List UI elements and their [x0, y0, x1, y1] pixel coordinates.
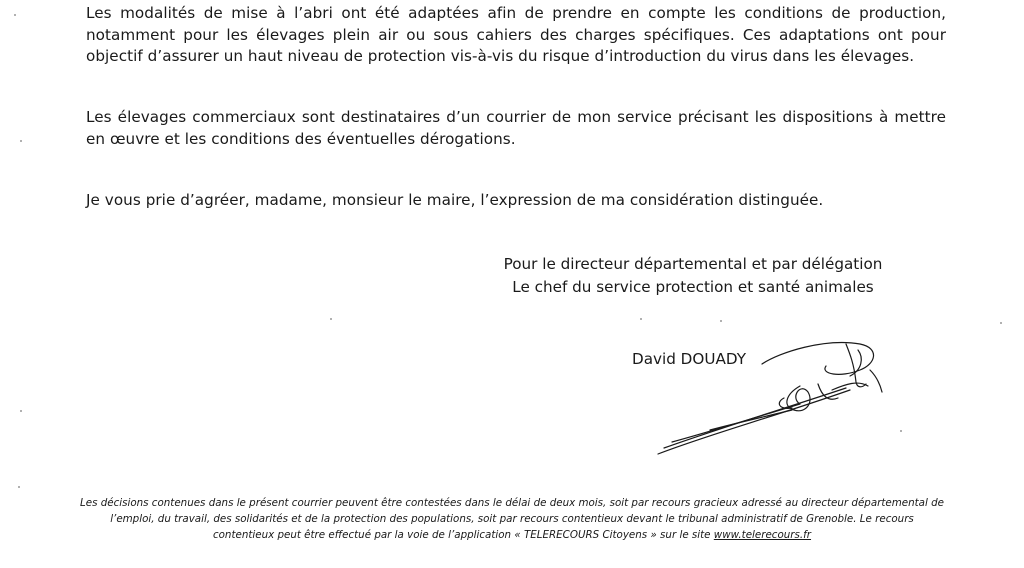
- delegation-line: Pour le directeur départemental et par délégation: [503, 255, 883, 273]
- service-chief-line: Le chef du service protection et santé animales: [512, 278, 874, 296]
- legal-notice-text: Les décisions contenues dans le présent courrier peuvent être contestées dans le délai de deux mois, soit par recours gracieux adressé au directeur départemental de l’emploi, du travail, des solidarités et de la protection des populations, soit par recours contentieux devant le tribunal administratif de Grenoble. Le recours contentieux peut être effectué par la voie de l’application « TELERECOURS Citoyens » sur le site: [80, 497, 944, 541]
- scan-speck: [20, 410, 22, 412]
- legal-notice-footer: [80, 495, 944, 543]
- scan-speck: [20, 140, 22, 142]
- scan-speck: [14, 14, 16, 16]
- paragraph-commercial-farms: Les élevages commerciaux sont destinataires d’un courrier de mon service précisant les dispositions à mettre en œuvre et les conditions des éventuelles dérogations.: [86, 108, 946, 148]
- scan-speck: [1000, 322, 1002, 324]
- signature-block: [470, 253, 916, 299]
- scan-speck: [18, 486, 20, 488]
- telerecours-link[interactable]: www.telerecours.fr: [713, 529, 812, 541]
- scan-speck: [640, 318, 642, 320]
- scan-speck: [900, 430, 902, 432]
- signer-name: David DOUADY: [632, 350, 746, 368]
- scan-speck: [720, 320, 722, 322]
- scan-speck: [330, 318, 332, 320]
- paragraph-shelter-measures: Les modalités de mise à l’abri ont été adaptées afin de prendre en compte les conditions de production, notamment pour les élevages plein air ou sous cahiers des charges spécifiques. Ces adaptations ont pour objectif d’assurer un haut niveau de protection vis-à-vis du risque d’introduction du virus dans les élevages.: [86, 4, 946, 65]
- paragraph-closing-formula: Je vous prie d’agréer, madame, monsieur le maire, l’expression de ma considération distinguée.: [86, 191, 824, 209]
- handwritten-signature: [650, 330, 900, 460]
